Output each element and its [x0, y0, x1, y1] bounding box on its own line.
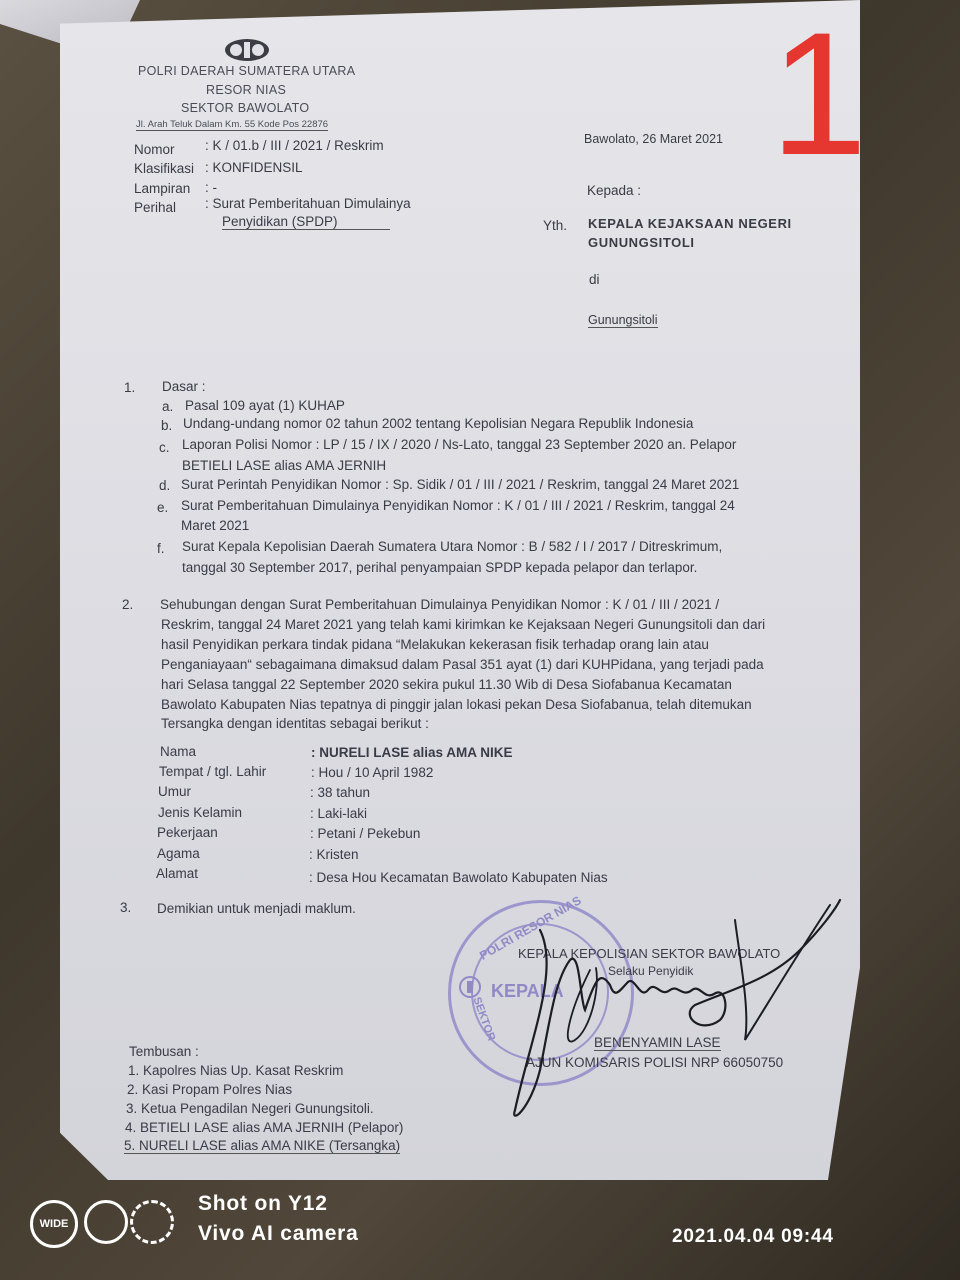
identity-value: : 38 tahun [310, 785, 371, 800]
section-1-number: 1. [124, 380, 136, 395]
tembusan-item: 4. BETIELI LASE alias AMA JERNIH (Pelapor) [125, 1120, 404, 1135]
wide-lens-icon [30, 1200, 78, 1248]
header-line-1: POLRI DAERAH SUMATERA UTARA [138, 64, 356, 78]
identity-label: Umur [158, 784, 191, 799]
perihal-value-2: Penyidikan (SPDP) [222, 214, 390, 230]
place-date: Bawolato, 26 Maret 2021 [584, 132, 723, 146]
handwritten-signature [500, 890, 850, 1130]
recipient-kepada: Kepada : [587, 183, 642, 198]
header-line-2: RESOR NIAS [206, 83, 287, 97]
list-item-letter: e. [157, 500, 169, 515]
signature-subtitle: Selaku Penyidik [608, 964, 694, 978]
list-item: Surat Perintah Penyidikan Nomor : Sp. Sidik / 01 / III / 2021 / Reskrim, tanggal 24 Maret 2021 [181, 477, 740, 492]
klasifikasi-label: Klasifikasi [134, 161, 195, 176]
identity-value: : Hou / 10 April 1982 [311, 765, 434, 780]
list-item-letter: c. [159, 440, 170, 455]
tembusan-item: 5. NURELI LASE alias AMA NIKE (Tersangka) [124, 1138, 401, 1153]
header-line-3: SEKTOR BAWOLATO [181, 101, 310, 115]
page-number: 1 [770, 0, 868, 192]
nomor-label: Nomor [134, 142, 175, 157]
list-item-cont: tanggal 30 September 2017, perihal penyampaian SPDP kepada pelapor dan terlapor. [182, 560, 698, 575]
section-2-line: Tersangka dengan identitas sebagai berikut : [161, 716, 429, 731]
recipient-name-1: KEPALA KEJAKSAAN NEGERI [588, 216, 792, 231]
list-item: Pasal 109 ayat (1) KUHAP [185, 398, 345, 413]
ai-lens-icon [130, 1200, 174, 1244]
police-emblem-icon [222, 36, 272, 64]
identity-value: : Desa Hou Kecamatan Bawolato Kabupaten Nias [309, 870, 608, 885]
camera-watermark-line-2: Vivo AI camera [198, 1222, 359, 1245]
section-3-number: 3. [120, 900, 132, 915]
list-item: Undang-undang nomor 02 tahun 2002 tentang Kepolisian Negara Republik Indonesia [183, 416, 694, 431]
tembusan-title: Tembusan : [129, 1044, 199, 1059]
identity-value: : Petani / Pekebun [310, 826, 421, 841]
section-2-line: Penganiayaan“ sebagaimana dimaksud dalam Pasal 351 ayat (1) dari KUHPidana, yang terjadi pada [161, 657, 764, 672]
recipient-yth: Yth. [543, 218, 568, 233]
identity-value: : Kristen [309, 847, 359, 862]
signature-title: KEPALA KEPOLISIAN SEKTOR BAWOLATO [518, 946, 781, 961]
header-address: Jl. Arah Teluk Dalam Km. 55 Kode Pos 22876 [136, 119, 329, 130]
perihal-label: Perihal [134, 200, 177, 215]
section-2-line: hari Selasa tanggal 22 September 2020 sekira pukul 11.30 Wib di Desa Siofabanua Kecamatan [161, 677, 732, 692]
list-item-cont: Maret 2021 [181, 518, 250, 533]
list-item: Surat Pemberitahuan Dimulainya Penyidikan Nomor : K / 01 / III / 2021 / Reskrim, tanggal 24 [181, 498, 735, 513]
section-2-number: 2. [122, 597, 134, 612]
list-item-letter: b. [161, 418, 173, 433]
identity-value: : NURELI LASE alias AMA NIKE [311, 745, 513, 760]
identity-label: Tempat / tgl. Lahir [159, 764, 267, 779]
section-2-line: Sehubungan dengan Surat Pemberitahuan Dimulainya Penyidikan Nomor : K / 01 / III / 2021 / [160, 597, 720, 612]
nomor-value: : K / 01.b / III / 2021 / Reskrim [205, 138, 384, 153]
lampiran-label: Lampiran [134, 181, 191, 196]
list-item-letter: d. [159, 478, 171, 493]
stamp-center-text: KEPALA [491, 981, 564, 1001]
identity-label: Jenis Kelamin [158, 805, 243, 820]
section-2-line: Bawolato Kabupaten Nias tepatnya di pinggir jalan lokasi pekan Desa Siofabanua, telah ditemukan [161, 697, 752, 712]
identity-label: Alamat [156, 866, 199, 881]
section-2-line: hasil Penyidikan perkara tindak pidana “Melakukan kekerasan fisik terhadap orang lain atau [161, 637, 709, 652]
list-item-letter: f. [157, 541, 165, 556]
stamp-arc-text: POLRI RESOR NIAS [477, 893, 584, 963]
list-item: Laporan Polisi Nomor : LP / 15 / IX / 2020 / Ns-Lato, tanggal 23 September 2020 an. Pelapor [182, 437, 737, 452]
tembusan-item: 2. Kasi Propam Polres Nias [127, 1082, 293, 1097]
recipient-city: Gunungsitoli [588, 313, 658, 327]
identity-value: : Laki-laki [310, 806, 368, 821]
recipient-name-2: GUNUNGSITOLI [588, 235, 695, 250]
stamp-emblem-icon [457, 975, 483, 999]
klasifikasi-value: : KONFIDENSIL [205, 160, 303, 175]
identity-label: Pekerjaan [157, 825, 218, 840]
section-2-line: Reskrim, tanggal 24 Maret 2021 yang telah kami kirimkan ke Kejaksaan Negeri Gunungsitoli dan dari [161, 617, 766, 632]
identity-label: Agama [157, 846, 200, 861]
signature-name: BENENYAMIN LASE [594, 1035, 721, 1050]
section-1-title: Dasar : [162, 379, 206, 394]
camera-watermark-line-1: Shot on Y12 [198, 1192, 328, 1215]
recipient-di: di [589, 272, 600, 287]
signature-rank: AJUN KOMISARIS POLISI NRP 66050750 [526, 1055, 784, 1070]
identity-label: Nama [160, 744, 197, 759]
lampiran-value: : - [205, 180, 217, 195]
tembusan-item: 3. Ketua Pengadilan Negeri Gunungsitoli. [126, 1101, 374, 1116]
section-3-text: Demikian untuk menjadi maklum. [157, 901, 356, 916]
camera-timestamp: 2021.04.04 09:44 [672, 1226, 834, 1247]
stamp-bottom-text: SEKTOR [470, 995, 498, 1043]
camera-lens-icon [84, 1200, 128, 1244]
list-item-cont: BETIELI LASE alias AMA JERNIH [182, 458, 387, 473]
perihal-value-1: : Surat Pemberitahuan Dimulainya [205, 196, 411, 211]
list-item: Surat Kepala Kepolisian Daerah Sumatera Utara Nomor : B / 582 / I / 2017 / Ditreskrimum, [182, 539, 723, 554]
list-item-letter: a. [162, 399, 174, 414]
tembusan-item: 1. Kapolres Nias Up. Kasat Reskrim [128, 1063, 344, 1078]
wide-label: WIDE [39, 1218, 69, 1230]
